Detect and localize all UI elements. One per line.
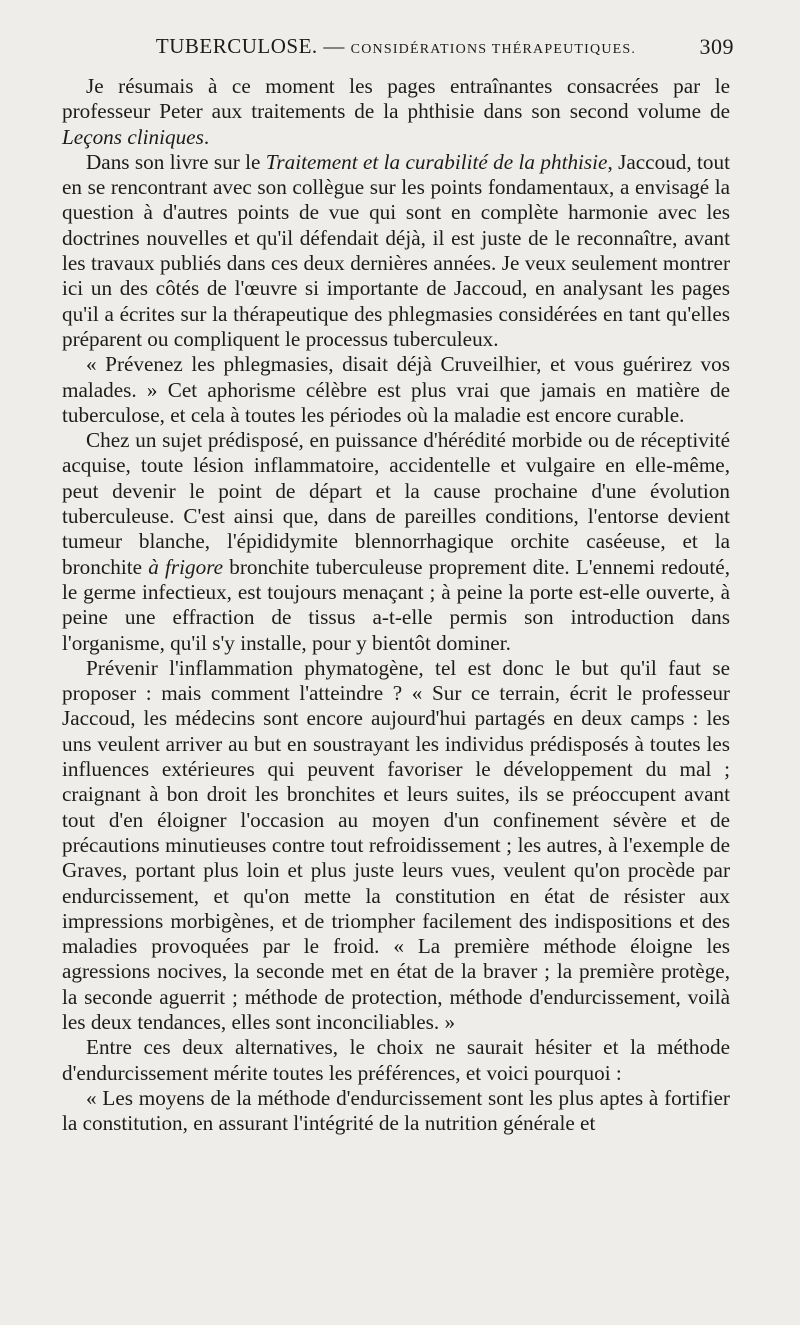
paragraph-p2 — [62, 150, 730, 352]
paragraph-p6 — [62, 1035, 730, 1086]
italic-text: Leçons cliniques — [62, 124, 204, 149]
text-run: Dans son livre sur le — [86, 149, 266, 174]
running-title: TUBERCULOSE. — [155, 34, 318, 58]
text-run: Je résumais à ce moment les pages entraînantes consacrées par le professeur Peter aux traitements de la phthisie dans son second volume de — [62, 74, 730, 124]
italic-text: à frigore — [148, 554, 224, 579]
paragraph-p7 — [62, 1086, 730, 1137]
page-number: 309 — [699, 34, 734, 59]
section-title: CONSIDÉRATIONS THÉRAPEUTIQUES. — [350, 42, 637, 57]
text-run: Prévenir l'inflammation phymatogène, tel est donc le but qu'il faut se proposer : mais comment l'atteindre ? « Sur ce terrain, écrit le professeur Jaccoud, les médecins sont encore aujourd'hui partagés en deux camps : les uns veulent arriver au but en soustrayant les individus prédisposés à toutes les influences extérieures qui peuvent favoriser le développement du mal ; craignant à bon droit les bronchites et leurs suites, ils se préoccupent avant tout d'en éloigner l'occasion au moyen d'un confinement sévère et de précautions minutieuses contre tout refroidissement ; les autres, à l'exemple de Graves, portant plus loin et plus juste leurs vues, veulent qu'on procède par endurcissement, et qu'on mette la constitution en état de résister aux impressions morbigènes, et de triompher facilement des indispositions et des maladies provoquées par le froid. « La première méthode éloigne les agressions nocives, la seconde met en état de la braver ; la première protège, la seconde aguerrit ; méthode de protection, méthode d'endurcissement, voilà les deux tendances, elles sont inconciliables. » — [62, 655, 730, 1034]
body-text — [62, 74, 730, 1136]
paragraph-p3 — [62, 352, 730, 428]
text-run: bronchite tuberculeuse proprement dite. L'ennemi redouté, le germe infectieux, est toujours menaçant ; à peine la porte est-elle ouverte, à peine une effraction de tissus a-t-elle permis son introduction dans l'organisme, qu'il s'y installe, pour y bientôt dominer. — [62, 554, 730, 655]
italic-text: Traitement et la curabilité de la phthisie — [265, 149, 608, 174]
paragraph-p4 — [62, 428, 730, 656]
text-run: Entre ces deux alternatives, le choix ne saurait hésiter et la méthode d'endurcissement mérite toutes les préférences, et voici pourquoi : — [62, 1035, 730, 1085]
text-run: Chez un sujet prédisposé, en puissance d'hérédité morbide ou de réceptivité acquise, toute lésion inflammatoire, accidentelle et vulgaire en elle-même, peut devenir le point de départ et la cause prochaine d'une évolution tuberculeuse. C'est ainsi que, dans de pareilles conditions, l'entorse devient tumeur blanche, l'épididymite blennorrhagique orchite caséeuse, et la bronchite — [62, 428, 730, 579]
paragraph-p5 — [62, 656, 730, 1035]
text-run: « Les moyens de la méthode d'endurcissement sont les plus aptes à fortifier la constitution, en assurant l'intégrité de la nutrition générale et — [62, 1085, 730, 1136]
paragraph-p1 — [62, 74, 730, 150]
text-run: , Jaccoud, tout en se rencontrant avec son collègue sur les points fondamentaux, a envisagé la question à d'autres points de vue qui sont en complète harmonie avec les doctrines nouvelles et qu'il défendait déjà, il est juste de le reconnaître, avant les travaux publiés dans ces deux dernières années. Je veux seulement montrer ici un des côtés de l'œuvre si importante de Jaccoud, en analysant les pages qu'il a écrites sur la thérapeutique des phlegmasies considérées en tant qu'elles préparent ou compliquent le processus tuberculeux. — [62, 149, 730, 351]
header-dash: — — [323, 34, 345, 58]
text-run: « Prévenez les phlegmasies, disait déjà Cruveilhier, et vous guérirez vos malades. » Cet aphorisme célèbre est plus vrai que jamais en matière de tuberculose, et cela à toutes les périodes où la maladie est encore curable. — [62, 352, 730, 427]
running-title-group — [156, 34, 636, 59]
text-run: . — [203, 124, 210, 149]
running-header — [62, 34, 734, 68]
